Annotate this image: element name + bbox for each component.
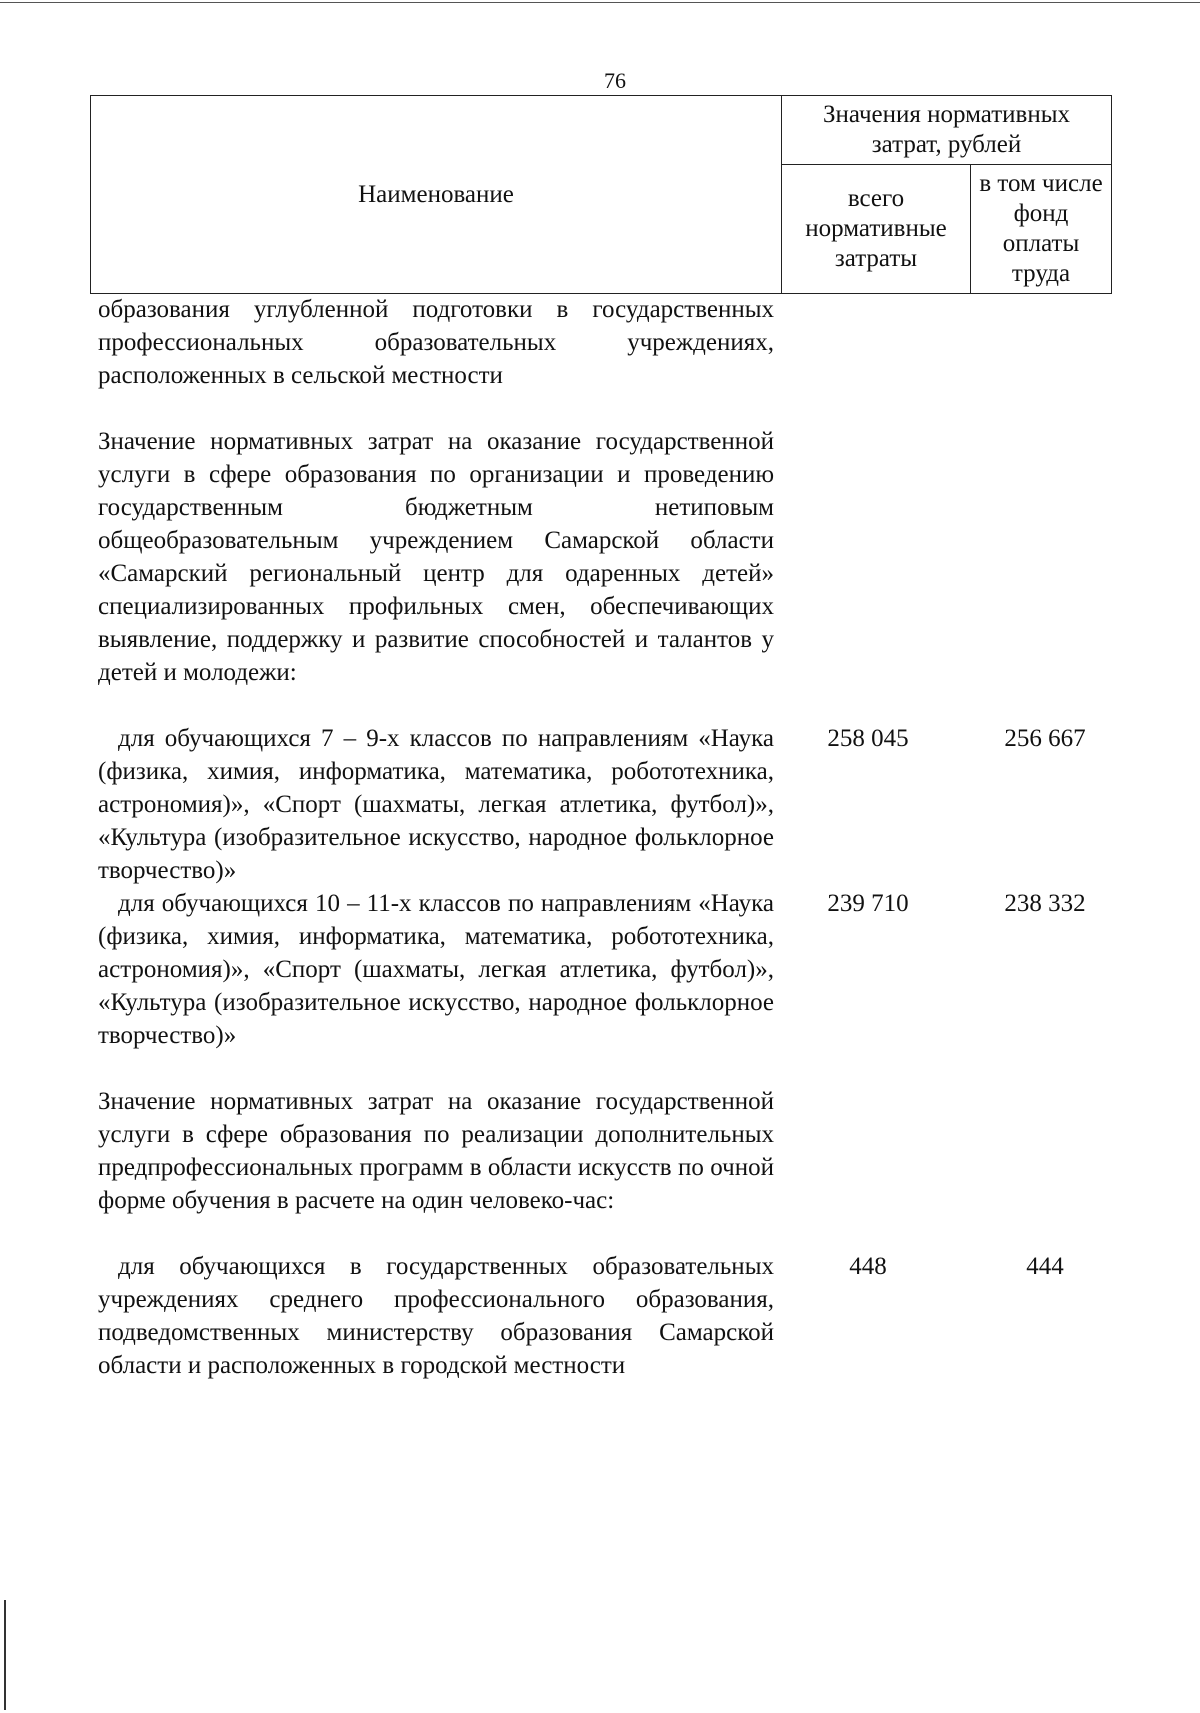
row-total-value: 258 045 bbox=[827, 725, 909, 752]
intro-talents-paragraph: Значение нормативных затрат на оказание государственной услуги в сфере образования по организации и проведению государственным бюджетным нетиповым общеобразовательным учреждением Самарской области «Самарский региональный центр для одаренных детей» специализированных профильных смен, обеспечивающих выявление, поддержку и развитие способностей и талантов у детей и молодежи: bbox=[98, 428, 774, 686]
row-total-value: 448 bbox=[849, 1253, 887, 1280]
header-values-group: Значения нормативных затрат, рублей bbox=[782, 96, 1112, 165]
row-payroll-value: 238 332 bbox=[1004, 890, 1086, 917]
row-total-value: 239 710 bbox=[827, 890, 909, 917]
header-name-column: Наименование bbox=[91, 96, 782, 294]
row-payroll-value: 256 667 bbox=[1004, 725, 1086, 752]
scan-left-edge bbox=[4, 1600, 6, 1710]
continuation-paragraph: образования углубленной подготовки в государственных профессиональных образовательных учреждениях, расположенных в сельской местности bbox=[98, 296, 774, 389]
header-payroll-column: в том числе фонд оплаты труда bbox=[971, 165, 1112, 294]
row-description: для обучающихся 7 – 9-х классов по направлениям «Наука (физика, химия, информатика, математика, робототехника, астрономия)», «Спорт (шахматы, легкая атлетика, футбол)», «Культура (изобразительное искусство, народное фольклорное творчество)» bbox=[98, 725, 774, 884]
row-payroll-value: 444 bbox=[1026, 1253, 1064, 1280]
header-total-column: всего нормативные затраты bbox=[782, 165, 971, 294]
document-body bbox=[98, 293, 1086, 1382]
scan-top-edge bbox=[0, 2, 1200, 3]
row-description: для обучающихся в государственных образовательных учреждениях среднего профессионального образования, подведомственных министерству образования Самарской области и расположенных в городской местности bbox=[98, 1253, 774, 1379]
table-header bbox=[90, 95, 1112, 294]
intro-arts-paragraph: Значение нормативных затрат на оказание государственной услуги в сфере образования по реализации дополнительных предпрофессиональных программ в области искусств по очной форме обучения в расчете на один человеко-час: bbox=[98, 1088, 774, 1214]
page-number: 76 bbox=[604, 68, 626, 93]
table-row bbox=[98, 1250, 1064, 1382]
table-row bbox=[98, 722, 1086, 887]
table-row bbox=[98, 887, 1086, 1052]
row-description: для обучающихся 10 – 11-х классов по направлениям «Наука (физика, химия, информатика, математика, робототехника, астрономия)», «Спорт (шахматы, легкая атлетика, футбол)», «Культура (изобразительное искусство, народное фольклорное творчество)» bbox=[98, 890, 774, 1049]
